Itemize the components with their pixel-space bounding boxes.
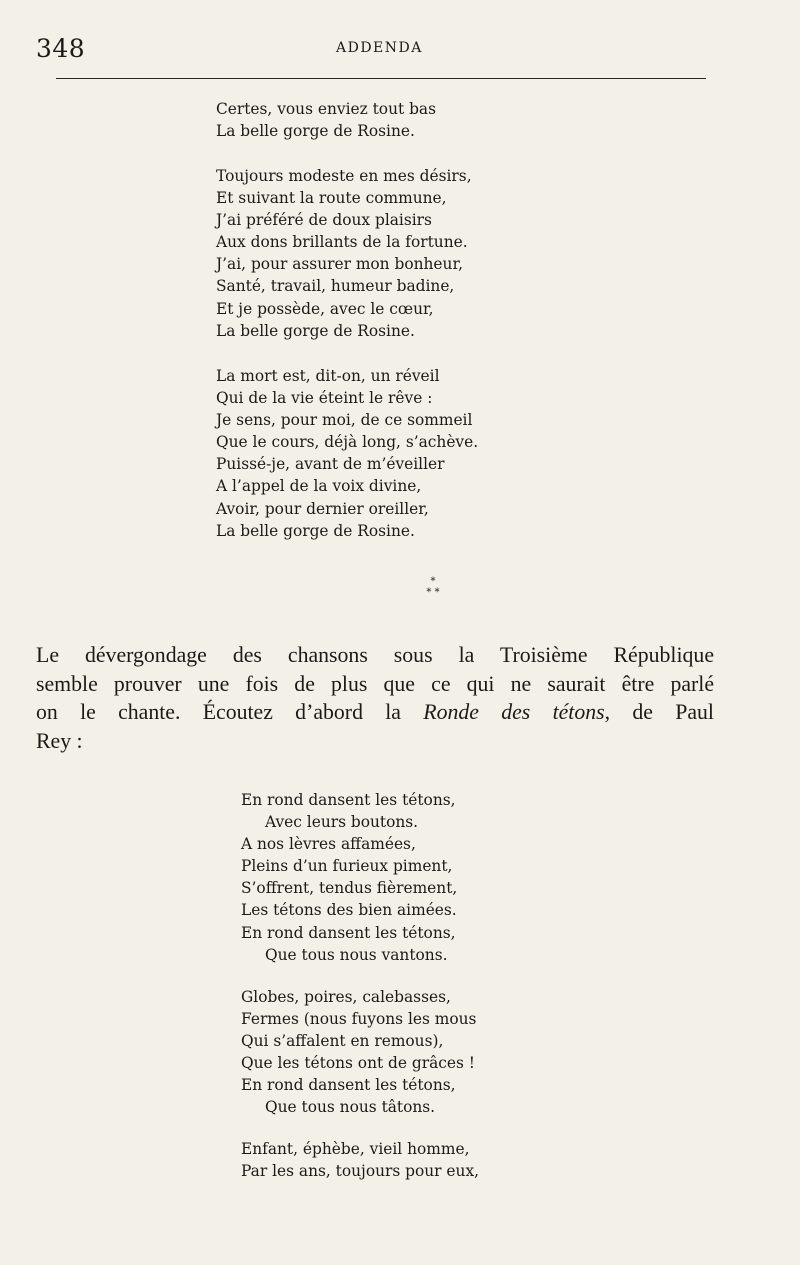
prose-line: semble prouver une fois de plus que ce qui ne saurait être parlé: [36, 671, 714, 696]
verse-line: Santé, travail, humeur badine,: [216, 277, 455, 296]
verse-line: Que le cours, déjà long, s’achève.: [216, 433, 479, 452]
ronde-stanza-3: [241, 1138, 479, 1182]
verse-line: Avec leurs boutons.: [265, 813, 419, 832]
verse-line: Que tous nous tâtons.: [265, 1098, 436, 1117]
verse-line: Que les tétons ont de grâces !: [241, 1054, 475, 1073]
prose-line: [36, 698, 714, 727]
verse-line: Puissé-je, avant de m’éveiller: [216, 455, 445, 474]
verse-line: Pleins d’un furieux piment,: [241, 857, 453, 876]
prose-line: Rey :: [36, 728, 83, 753]
verse-line: La belle gorge de Rosine.: [216, 122, 415, 141]
prose-line: Le dévergondage des chansons sous la Troisième République: [36, 643, 714, 667]
verse-line: En rond dansent les tétons,: [241, 791, 456, 809]
verse-line: Qui de la vie éteint le rêve :: [216, 389, 433, 408]
verse-line: Fermes (nous fuyons les mous: [241, 1010, 477, 1029]
verse-line: Qui s’affalent en remous),: [241, 1032, 444, 1051]
verse-line: Avoir, pour dernier oreiller,: [216, 499, 429, 518]
verse-line: Les tétons des bien aimées.: [241, 901, 457, 920]
verse-line: Je sens, pour moi, de ce sommeil: [216, 411, 473, 430]
asterism-ornament: [418, 576, 448, 598]
running-head: ADDENDA: [336, 40, 423, 56]
verse-line: Certes, vous enviez tout bas: [216, 100, 436, 118]
verse-line: Que tous nous vantons.: [265, 945, 448, 964]
poem-stanza-2: [216, 165, 472, 342]
ronde-stanza-1: [241, 789, 457, 966]
page-number: 348: [36, 34, 86, 63]
asterism-bottom: * *: [426, 587, 440, 598]
asterism-top: *: [430, 576, 436, 587]
prose-text: on le chante. Écoutez d’abord la: [36, 700, 424, 724]
header-rule: [56, 78, 706, 79]
poem-stanza-1: [216, 98, 436, 142]
verse-line: Et suivant la route commune,: [216, 189, 447, 208]
ronde-stanza-2: [241, 986, 476, 1119]
prose-paragraph: [36, 641, 714, 755]
prose-text: , de Paul: [604, 700, 714, 724]
verse-line: En rond dansent les tétons,: [241, 1076, 456, 1095]
poem-stanza-3: [216, 365, 478, 542]
verse-line: A nos lèvres affamées,: [241, 835, 416, 854]
verse-line: Globes, poires, calebasses,: [241, 988, 451, 1006]
verse-line: La mort est, dit-on, un réveil: [216, 367, 440, 385]
verse-line: Par les ans, toujours pour eux,: [241, 1162, 480, 1181]
verse-line: J’ai, pour assurer mon bonheur,: [216, 255, 464, 274]
verse-line: La belle gorge de Rosine.: [216, 321, 415, 340]
verse-line: En rond dansent les tétons,: [241, 923, 456, 942]
verse-line: S’offrent, tendus fièrement,: [241, 879, 458, 898]
verse-line: Toujours modeste en mes désirs,: [216, 167, 472, 185]
verse-line: La belle gorge de Rosine.: [216, 521, 415, 540]
page-header: [36, 34, 716, 74]
verse-line: A l’appel de la voix divine,: [216, 477, 422, 496]
verse-line: J’ai préféré de doux plaisirs: [216, 211, 432, 230]
verse-line: Enfant, éphèbe, vieil homme,: [241, 1140, 470, 1158]
song-title: Ronde des tétons: [423, 700, 605, 724]
verse-line: Et je possède, avec le cœur,: [216, 299, 434, 318]
verse-line: Aux dons brillants de la fortune.: [216, 233, 468, 252]
